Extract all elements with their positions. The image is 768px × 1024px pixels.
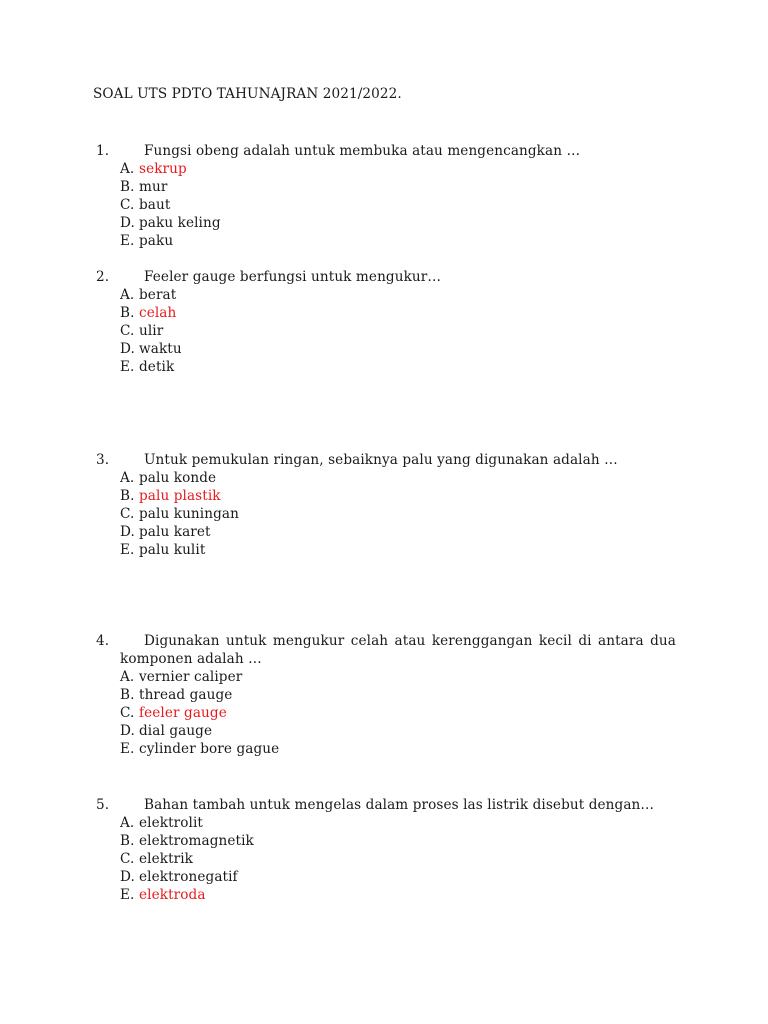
option-letter: B. [120, 488, 135, 505]
option-letter: A. [120, 287, 135, 303]
option-c [120, 196, 676, 214]
option-letter: D. [120, 341, 135, 358]
option-a [120, 469, 676, 487]
option-text: paku keling [139, 215, 221, 232]
option-d [120, 214, 676, 232]
option-list [96, 286, 676, 376]
option-text: palu konde [139, 470, 217, 486]
option-d [120, 523, 676, 541]
option-letter: B. [120, 179, 135, 196]
option-letter: C. [120, 506, 135, 523]
option-b [120, 304, 676, 322]
option-text: palu kuningan [139, 506, 239, 523]
option-b [120, 686, 676, 704]
option-e [120, 358, 676, 376]
option-text: palu kulit [139, 542, 206, 559]
option-letter: C. [120, 705, 135, 722]
option-text: elektromagnetik [139, 833, 254, 850]
option-text: vernier caliper [139, 669, 243, 685]
option-list [96, 160, 676, 250]
question-number: 2. [96, 269, 110, 285]
question-text: Feeler gauge berfungsi untuk mengukur… [144, 269, 442, 285]
option-letter: D. [120, 215, 135, 232]
option-letter: C. [120, 851, 135, 868]
option-letter: A. [120, 815, 135, 831]
option-d [120, 340, 676, 358]
option-text: elektronegatif [139, 869, 238, 886]
option-text: paku [139, 233, 174, 250]
question-3 [96, 451, 676, 559]
question-header [96, 451, 676, 469]
option-e [120, 886, 676, 904]
option-text: sekrup [139, 161, 187, 177]
option-d [120, 868, 676, 886]
option-text: elektrolit [139, 815, 203, 831]
question-text: Fungsi obeng adalah untuk membuka atau mengencangkan … [144, 143, 581, 159]
option-c [120, 704, 676, 722]
option-letter: A. [120, 669, 135, 685]
option-text: mur [139, 179, 168, 196]
option-letter: A. [120, 470, 135, 486]
option-letter: D. [120, 524, 135, 541]
option-letter: E. [120, 233, 135, 250]
option-a [120, 668, 676, 686]
option-e [120, 232, 676, 250]
option-text: detik [139, 359, 175, 376]
question-number: 5. [96, 797, 110, 813]
option-letter: E. [120, 741, 135, 758]
option-text: berat [139, 287, 177, 303]
option-b [120, 832, 676, 850]
option-letter: B. [120, 687, 135, 704]
question-number: 1. [96, 143, 110, 159]
option-text: ulir [139, 323, 164, 340]
option-d [120, 722, 676, 740]
option-text: celah [139, 305, 177, 322]
question-2 [96, 268, 676, 376]
option-letter: E. [120, 887, 135, 904]
option-list [96, 668, 676, 758]
option-text: palu plastik [139, 488, 221, 505]
option-a [120, 286, 676, 304]
question-header [96, 632, 676, 650]
option-text: cylinder bore gague [139, 741, 280, 758]
option-a [120, 160, 676, 178]
question-text: Untuk pemukulan ringan, sebaiknya palu yang digunakan adalah … [144, 452, 618, 468]
question-5 [96, 796, 676, 904]
option-letter: E. [120, 542, 135, 559]
question-header [96, 268, 676, 286]
option-c [120, 850, 676, 868]
option-list [96, 814, 676, 904]
option-b [120, 487, 676, 505]
option-text: dial gauge [139, 723, 213, 740]
option-list [96, 469, 676, 559]
option-e [120, 740, 676, 758]
option-letter: B. [120, 305, 135, 322]
option-text: palu karet [139, 524, 211, 541]
option-letter: A. [120, 161, 135, 177]
question-1 [96, 142, 676, 250]
option-c [120, 322, 676, 340]
option-c [120, 505, 676, 523]
option-letter: C. [120, 323, 135, 340]
option-text: baut [139, 197, 171, 214]
page-title: SOAL UTS PDTO TAHUNAJRAN 2021/2022. [93, 86, 402, 102]
option-letter: C. [120, 197, 135, 214]
option-text: feeler gauge [139, 705, 227, 722]
option-text: elektrik [139, 851, 194, 868]
question-text: Digunakan untuk mengukur celah atau kerenggangan kecil di antara dua [144, 633, 676, 649]
option-b [120, 178, 676, 196]
question-number: 4. [96, 633, 110, 649]
option-text: elektroda [139, 887, 206, 904]
question-header [96, 142, 676, 160]
option-text: waktu [139, 341, 182, 358]
question-number: 3. [96, 452, 110, 468]
option-text: thread gauge [139, 687, 233, 704]
option-a [120, 814, 676, 832]
question-text-continuation: komponen adalah … [120, 651, 262, 667]
option-letter: D. [120, 869, 135, 886]
question-text: Bahan tambah untuk mengelas dalam proses las listrik disebut dengan… [144, 797, 655, 813]
option-e [120, 541, 676, 559]
option-letter: B. [120, 833, 135, 850]
option-letter: E. [120, 359, 135, 376]
question-header [96, 796, 676, 814]
option-letter: D. [120, 723, 135, 740]
question-4 [96, 632, 676, 758]
